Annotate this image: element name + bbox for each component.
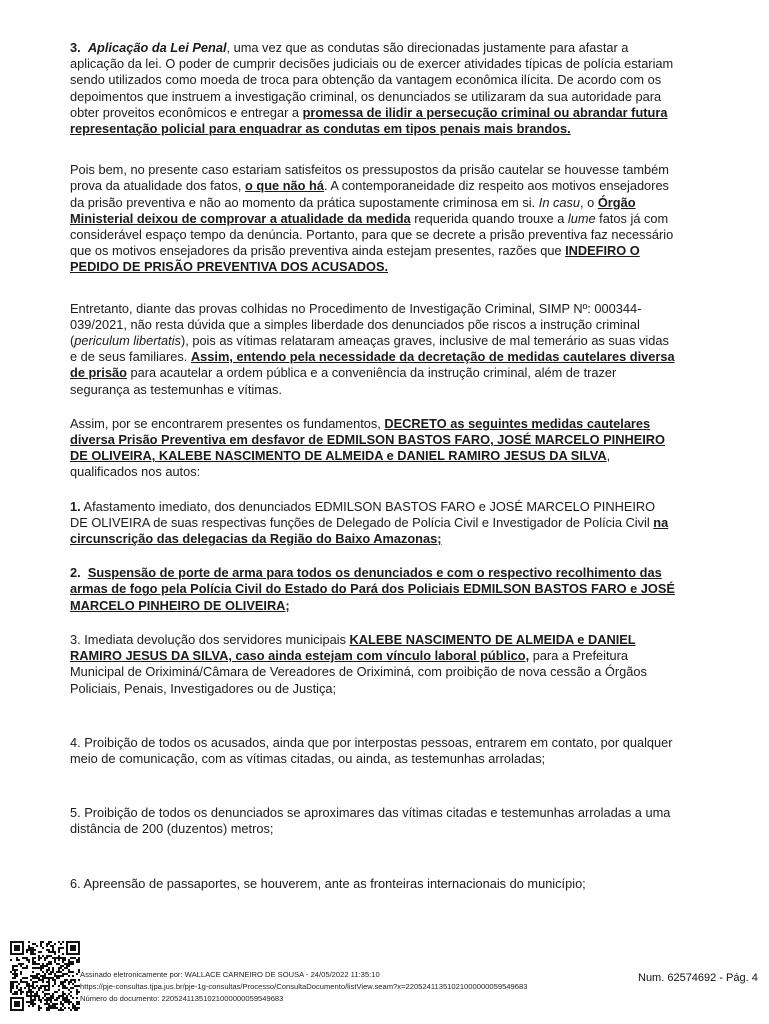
list-item-5: 5. Proibição de todos os denunciados se aproximares das vítimas citadas e testemunhas arroladas a uma distância de 200 (duzentos) metros;: [70, 805, 671, 837]
page-number: Num. 62574692 - Pág. 4: [638, 972, 758, 984]
item-number: 3.: [70, 40, 81, 55]
item-number: 1.: [70, 498, 81, 514]
italic-text: lume: [567, 210, 596, 226]
paragraph-text: Afastamento imediato, dos denunciados EDMILSON BASTOS FARO e JOSÉ MARCELO PINHEIRO DE OLIVEIRA de suas respectivas funções de Delegado de Polícia Civil e Investigador de Polícia Civil: [70, 498, 656, 530]
bold-underlined-text: INDEFIRO O PEDIDO DE PRISÃO PREVENTIVA DOS ACUSADOS.: [70, 243, 640, 275]
document-footer: [0, 936, 769, 1024]
paragraph-text: , o: [580, 194, 598, 210]
bold-underlined-text: KALEBE NASCIMENTO DE ALMEIDA e DANIEL RAMIRO JESUS DA SILVA, caso ainda estejam com vínculo laboral público,: [70, 631, 636, 664]
document-url[interactable]: https://pje-consultas.tjpa.jus.br/pje-1g-consultas/Processo/ConsultaDocumento/listView.seam?x=22052411351021000000059549683: [80, 982, 528, 991]
paragraph-text: , qualificados nos autos:: [70, 448, 611, 480]
section-title: Aplicação da Lei Penal: [87, 40, 227, 55]
qr-code-icon: [10, 941, 80, 1011]
list-item-6: 6. Apreensão de passaportes, se houverem, ante as fronteiras internacionais do município;: [70, 875, 586, 891]
document-body: [70, 40, 676, 892]
bold-underlined-text: Órgão Ministerial deixou de comprovar a atualidade da medida: [70, 194, 636, 226]
item-number: 2.: [70, 565, 81, 581]
paragraph-applicacao-lei-penal: [70, 40, 676, 137]
signature-line: Assinado eletronicamente por: WALLACE CARNEIRO DE SOUSA - 24/05/2022 11:35:10: [80, 970, 380, 979]
paragraph-text: para acautelar a ordem pública e a conveniência da instrução criminal, além de trazer segurança as testemunhas e vítimas.: [70, 365, 617, 397]
paragraph-text: para a Prefeitura Municipal de Oriximiná/Câmara de Vereadores de Oriximiná, com proibição de nova cessão a Órgãos Policiais, Penais, Investigadores ou de Justiça;: [70, 648, 647, 696]
paragraph-text: ), pois as vítimas relataram ameaças graves, inclusive de mal temerário as suas vidas e de seus familiares.: [70, 333, 669, 365]
list-item-4: 4. Proibição de todos os acusados, ainda que por interpostas pessoas, entrarem em contato, por qualquer meio de comunicação, com as vítimas citadas, ou ainda, as testemunhas arroladas;: [70, 734, 673, 766]
paragraph-text: . A contemporaneidade diz respeito aos motivos ensejadores da prisão preventiva e não ao momento da prática supostamente criminosa em si.: [70, 178, 669, 210]
bold-underlined-text: na circunscrição das delegacias da Região do Baixo Amazonas;: [70, 514, 669, 547]
paragraph-entretanto: [70, 301, 676, 398]
bold-underlined-text: Suspensão de porte de arma para todos os denunciados e com o respectivo recolhimento das armas de fogo pela Polícia Civil do Estado do Pará dos Policiais EDMILSON BASTOS FARO e JOSÉ MARCELO PINHEIRO DE OLIVEIRA;: [70, 565, 675, 613]
paragraph-pois-bem: [70, 162, 676, 275]
bold-underlined-text: DECRETO as seguintes medidas cautelares diversa Prisão Preventiva em desfavor de EDMILSON BASTOS FARO, JOSÉ MARCELO PINHEIRO DE OLIVEIRA, KALEBE NASCIMENTO DE ALMEIDA e DANIEL RAMIRO JESUS DA SILVA: [70, 415, 665, 464]
list-item-2: [70, 565, 676, 614]
bold-underlined-text: Assim, entendo pela necessidade da decretação de medidas cautelares diversa de prisão: [70, 349, 675, 381]
paragraph-text: , uma vez que as condutas são direcionadas justamente para afastar a aplicação da lei. O poder de cumprir decisões judiciais ou de exercer atividades típicas de polícia estariam sendo utilizados como moeda de troca para obtenção da vantagem econômica ilícita. De acordo com os depoimentos que instruem a investigação criminal, os denunciados se utilizaram da sua autoridade para obter proveitos econômicos e entregar a: [70, 40, 674, 120]
paragraph-text: 3. Imediata devolução dos servidores municipais: [70, 631, 350, 647]
document-number: Número do documento: 22052411351021000000059549683: [80, 994, 284, 1003]
italic-text: In casu: [538, 194, 581, 210]
paragraph-text: Entretanto, diante das provas colhidas no Procedimento de Investigação Criminal, SIMP Nº: 000344-039/2021, não resta dúvida que a simples liberdade dos denunciados põe riscos a instrução criminal (: [70, 300, 642, 349]
paragraph-text: requerida quando trouxe a: [410, 210, 568, 226]
paragraph-text: Pois bem, no presente caso estariam satisfeitos os pressupostos da prisão cautelar se houvesse também prova da atualidade dos fatos,: [70, 162, 669, 194]
paragraph-decreto: [70, 416, 676, 481]
list-item-3: [70, 632, 676, 697]
paragraph-text: Assim, por se encontrarem presentes os fundamentos,: [70, 415, 385, 431]
paragraph-text: fatos já com considerável espaço tempo da denúncia. Portanto, para que se decrete a prisão preventiva faz necessário que os motivos ensejadores da prisão preventiva ainda estejam presentes, razões que: [70, 210, 674, 259]
list-item-1: [70, 499, 676, 548]
bold-underlined-text: o que não há: [245, 178, 324, 194]
bold-underlined-text: promessa de ilidir a persecução criminal ou abrandar futura representação policial para enquadrar as condutas em tipos penais mais brandos.: [70, 104, 668, 137]
italic-text: periculum libertatis: [74, 333, 181, 349]
